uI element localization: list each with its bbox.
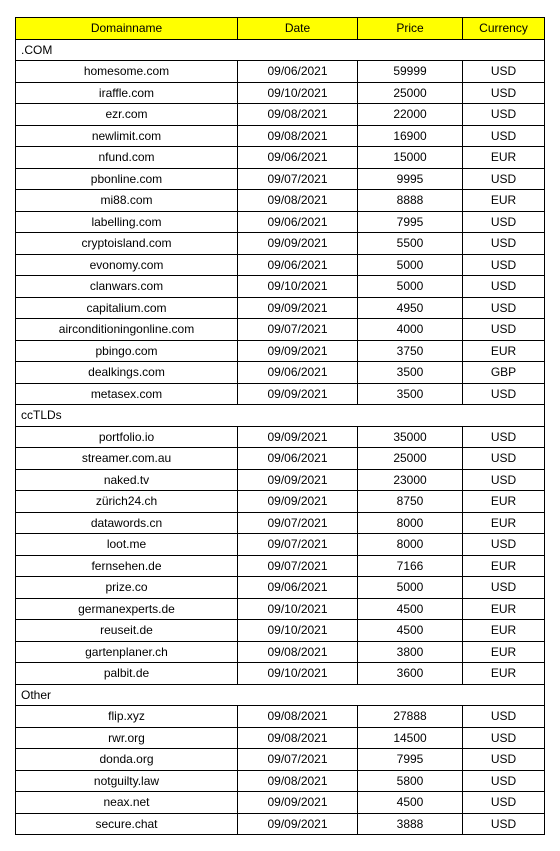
cell-price: 22000 bbox=[358, 104, 463, 126]
cell-currency: USD bbox=[463, 577, 545, 599]
table-row bbox=[16, 727, 545, 749]
table-row bbox=[16, 254, 545, 276]
table-row bbox=[16, 598, 545, 620]
cell-date: 09/06/2021 bbox=[238, 577, 358, 599]
cell-price: 9995 bbox=[358, 168, 463, 190]
domain-sales-table bbox=[15, 17, 545, 835]
cell-price: 15000 bbox=[358, 147, 463, 169]
cell-domainname: neax.net bbox=[16, 792, 238, 814]
cell-domainname: portfolio.io bbox=[16, 426, 238, 448]
cell-date: 09/07/2021 bbox=[238, 512, 358, 534]
table-row bbox=[16, 319, 545, 341]
cell-currency: USD bbox=[463, 319, 545, 341]
cell-currency: USD bbox=[463, 276, 545, 298]
header-date: Date bbox=[238, 18, 358, 40]
cell-currency: EUR bbox=[463, 663, 545, 685]
cell-domainname: homesome.com bbox=[16, 61, 238, 83]
table-row bbox=[16, 297, 545, 319]
table-row bbox=[16, 512, 545, 534]
cell-currency: USD bbox=[463, 792, 545, 814]
cell-currency: EUR bbox=[463, 340, 545, 362]
cell-price: 8000 bbox=[358, 512, 463, 534]
section-label: ccTLDs bbox=[16, 405, 545, 427]
cell-domainname: metasex.com bbox=[16, 383, 238, 405]
cell-currency: USD bbox=[463, 727, 545, 749]
cell-domainname: cryptoisland.com bbox=[16, 233, 238, 255]
cell-domainname: evonomy.com bbox=[16, 254, 238, 276]
cell-date: 09/09/2021 bbox=[238, 792, 358, 814]
section-label: .COM bbox=[16, 39, 545, 61]
section-row bbox=[16, 39, 545, 61]
cell-date: 09/07/2021 bbox=[238, 749, 358, 771]
table-row bbox=[16, 620, 545, 642]
cell-date: 09/08/2021 bbox=[238, 727, 358, 749]
cell-price: 3500 bbox=[358, 383, 463, 405]
table-row bbox=[16, 125, 545, 147]
cell-currency: USD bbox=[463, 61, 545, 83]
table-body bbox=[16, 39, 545, 835]
cell-date: 09/10/2021 bbox=[238, 663, 358, 685]
table-row bbox=[16, 813, 545, 835]
cell-currency: EUR bbox=[463, 620, 545, 642]
table-row bbox=[16, 770, 545, 792]
cell-date: 09/06/2021 bbox=[238, 61, 358, 83]
cell-date: 09/07/2021 bbox=[238, 534, 358, 556]
cell-date: 09/10/2021 bbox=[238, 598, 358, 620]
cell-date: 09/09/2021 bbox=[238, 491, 358, 513]
cell-domainname: mi88.com bbox=[16, 190, 238, 212]
cell-currency: USD bbox=[463, 125, 545, 147]
table-row bbox=[16, 577, 545, 599]
table-row bbox=[16, 555, 545, 577]
cell-date: 09/08/2021 bbox=[238, 706, 358, 728]
table-row bbox=[16, 61, 545, 83]
cell-currency: USD bbox=[463, 426, 545, 448]
cell-domainname: loot.me bbox=[16, 534, 238, 556]
table-row bbox=[16, 233, 545, 255]
cell-currency: USD bbox=[463, 770, 545, 792]
cell-price: 8888 bbox=[358, 190, 463, 212]
cell-currency: EUR bbox=[463, 190, 545, 212]
cell-date: 09/08/2021 bbox=[238, 125, 358, 147]
cell-date: 09/09/2021 bbox=[238, 813, 358, 835]
cell-price: 27888 bbox=[358, 706, 463, 728]
cell-currency: USD bbox=[463, 383, 545, 405]
table-row bbox=[16, 706, 545, 728]
cell-price: 3500 bbox=[358, 362, 463, 384]
cell-price: 3600 bbox=[358, 663, 463, 685]
table-row bbox=[16, 190, 545, 212]
cell-price: 5000 bbox=[358, 577, 463, 599]
cell-date: 09/08/2021 bbox=[238, 190, 358, 212]
cell-domainname: newlimit.com bbox=[16, 125, 238, 147]
cell-date: 09/08/2021 bbox=[238, 641, 358, 663]
table-row bbox=[16, 534, 545, 556]
cell-domainname: datawords.cn bbox=[16, 512, 238, 534]
cell-price: 3888 bbox=[358, 813, 463, 835]
table-row bbox=[16, 749, 545, 771]
table-row bbox=[16, 147, 545, 169]
cell-price: 35000 bbox=[358, 426, 463, 448]
cell-domainname: secure.chat bbox=[16, 813, 238, 835]
cell-price: 8750 bbox=[358, 491, 463, 513]
cell-currency: USD bbox=[463, 749, 545, 771]
table-row bbox=[16, 383, 545, 405]
table-row bbox=[16, 211, 545, 233]
cell-price: 5500 bbox=[358, 233, 463, 255]
cell-domainname: nfund.com bbox=[16, 147, 238, 169]
header-price: Price bbox=[358, 18, 463, 40]
cell-date: 09/08/2021 bbox=[238, 104, 358, 126]
cell-date: 09/08/2021 bbox=[238, 770, 358, 792]
cell-currency: EUR bbox=[463, 147, 545, 169]
cell-date: 09/10/2021 bbox=[238, 276, 358, 298]
cell-price: 4500 bbox=[358, 620, 463, 642]
cell-currency: EUR bbox=[463, 598, 545, 620]
cell-domainname: prize.co bbox=[16, 577, 238, 599]
cell-price: 3800 bbox=[358, 641, 463, 663]
cell-price: 59999 bbox=[358, 61, 463, 83]
cell-date: 09/09/2021 bbox=[238, 233, 358, 255]
table-row bbox=[16, 448, 545, 470]
cell-price: 23000 bbox=[358, 469, 463, 491]
table-row bbox=[16, 340, 545, 362]
cell-domainname: airconditioningonline.com bbox=[16, 319, 238, 341]
cell-date: 09/06/2021 bbox=[238, 448, 358, 470]
cell-date: 09/09/2021 bbox=[238, 340, 358, 362]
cell-date: 09/06/2021 bbox=[238, 211, 358, 233]
cell-date: 09/09/2021 bbox=[238, 297, 358, 319]
cell-price: 3750 bbox=[358, 340, 463, 362]
cell-date: 09/07/2021 bbox=[238, 319, 358, 341]
cell-currency: USD bbox=[463, 534, 545, 556]
header-currency: Currency bbox=[463, 18, 545, 40]
cell-price: 5000 bbox=[358, 254, 463, 276]
cell-price: 4500 bbox=[358, 792, 463, 814]
header-row bbox=[16, 18, 545, 40]
section-row bbox=[16, 405, 545, 427]
cell-domainname: pbonline.com bbox=[16, 168, 238, 190]
cell-date: 09/10/2021 bbox=[238, 620, 358, 642]
table-row bbox=[16, 276, 545, 298]
cell-currency: USD bbox=[463, 104, 545, 126]
table-row bbox=[16, 663, 545, 685]
cell-currency: GBP bbox=[463, 362, 545, 384]
cell-domainname: flip.xyz bbox=[16, 706, 238, 728]
cell-price: 5800 bbox=[358, 770, 463, 792]
cell-currency: USD bbox=[463, 448, 545, 470]
cell-date: 09/07/2021 bbox=[238, 555, 358, 577]
cell-domainname: dealkings.com bbox=[16, 362, 238, 384]
cell-domainname: ezr.com bbox=[16, 104, 238, 126]
cell-price: 16900 bbox=[358, 125, 463, 147]
cell-domainname: gartenplaner.ch bbox=[16, 641, 238, 663]
section-label: Other bbox=[16, 684, 545, 706]
cell-price: 5000 bbox=[358, 276, 463, 298]
cell-currency: USD bbox=[463, 82, 545, 104]
cell-domainname: donda.org bbox=[16, 749, 238, 771]
table-row bbox=[16, 104, 545, 126]
cell-date: 09/07/2021 bbox=[238, 168, 358, 190]
table-row bbox=[16, 82, 545, 104]
table-row bbox=[16, 491, 545, 513]
cell-domainname: fernsehen.de bbox=[16, 555, 238, 577]
cell-domainname: capitalium.com bbox=[16, 297, 238, 319]
cell-date: 09/06/2021 bbox=[238, 254, 358, 276]
cell-domainname: pbingo.com bbox=[16, 340, 238, 362]
section-row bbox=[16, 684, 545, 706]
cell-domainname: naked.tv bbox=[16, 469, 238, 491]
table-row bbox=[16, 362, 545, 384]
table-row bbox=[16, 469, 545, 491]
cell-price: 25000 bbox=[358, 448, 463, 470]
cell-currency: EUR bbox=[463, 491, 545, 513]
cell-currency: EUR bbox=[463, 641, 545, 663]
cell-currency: USD bbox=[463, 813, 545, 835]
table-row bbox=[16, 426, 545, 448]
cell-domainname: iraffle.com bbox=[16, 82, 238, 104]
cell-domainname: germanexperts.de bbox=[16, 598, 238, 620]
cell-currency: USD bbox=[463, 297, 545, 319]
cell-date: 09/10/2021 bbox=[238, 82, 358, 104]
cell-date: 09/09/2021 bbox=[238, 426, 358, 448]
table-row bbox=[16, 168, 545, 190]
cell-domainname: notguilty.law bbox=[16, 770, 238, 792]
cell-price: 8000 bbox=[358, 534, 463, 556]
cell-domainname: labelling.com bbox=[16, 211, 238, 233]
cell-date: 09/06/2021 bbox=[238, 362, 358, 384]
table-row bbox=[16, 641, 545, 663]
cell-date: 09/09/2021 bbox=[238, 469, 358, 491]
cell-currency: USD bbox=[463, 211, 545, 233]
cell-date: 09/09/2021 bbox=[238, 383, 358, 405]
cell-domainname: rwr.org bbox=[16, 727, 238, 749]
cell-domainname: streamer.com.au bbox=[16, 448, 238, 470]
header-domainname: Domainname bbox=[16, 18, 238, 40]
cell-domainname: zürich24.ch bbox=[16, 491, 238, 513]
cell-date: 09/06/2021 bbox=[238, 147, 358, 169]
cell-price: 4000 bbox=[358, 319, 463, 341]
cell-currency: USD bbox=[463, 469, 545, 491]
cell-currency: EUR bbox=[463, 512, 545, 534]
cell-currency: USD bbox=[463, 706, 545, 728]
cell-price: 7166 bbox=[358, 555, 463, 577]
cell-price: 7995 bbox=[358, 749, 463, 771]
cell-price: 4500 bbox=[358, 598, 463, 620]
cell-price: 25000 bbox=[358, 82, 463, 104]
cell-domainname: reuseit.de bbox=[16, 620, 238, 642]
cell-currency: EUR bbox=[463, 555, 545, 577]
cell-price: 14500 bbox=[358, 727, 463, 749]
cell-price: 4950 bbox=[358, 297, 463, 319]
cell-currency: USD bbox=[463, 233, 545, 255]
cell-currency: USD bbox=[463, 168, 545, 190]
cell-domainname: clanwars.com bbox=[16, 276, 238, 298]
cell-price: 7995 bbox=[358, 211, 463, 233]
table-row bbox=[16, 792, 545, 814]
cell-domainname: palbit.de bbox=[16, 663, 238, 685]
cell-currency: USD bbox=[463, 254, 545, 276]
